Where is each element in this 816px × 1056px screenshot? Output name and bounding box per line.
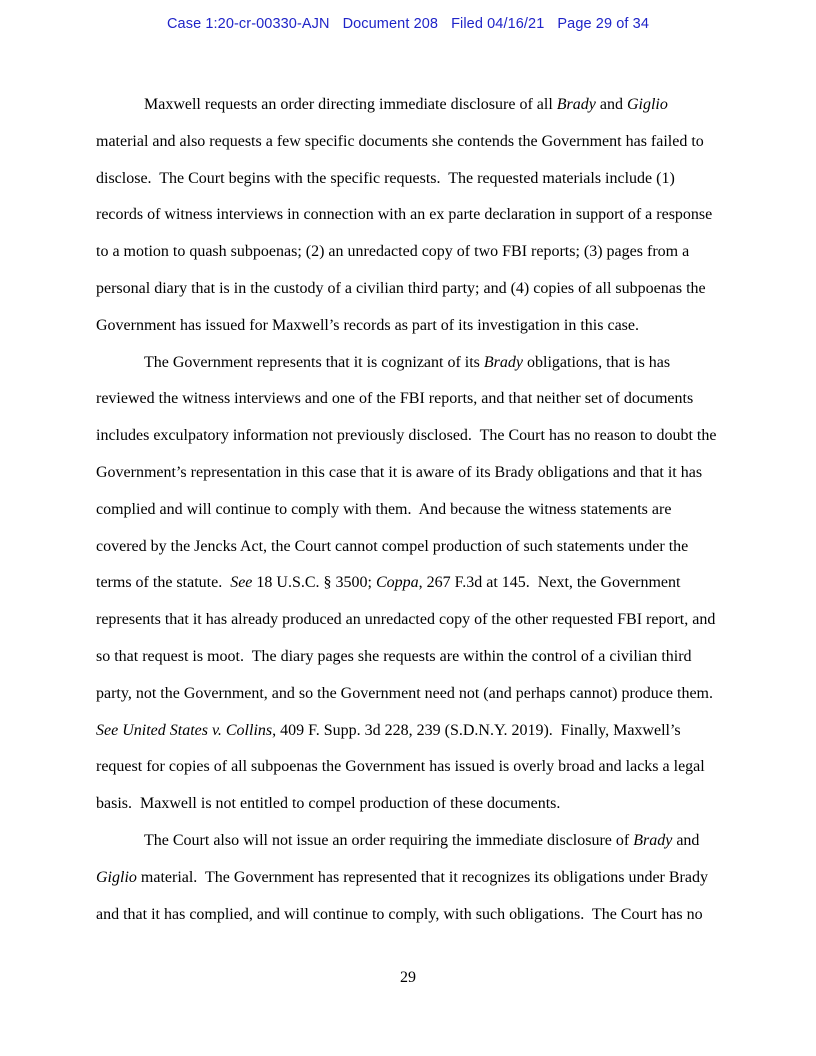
- text-run: Maxwell requests an order directing immediate disclosure of all: [144, 96, 557, 113]
- text-run: 18 U.S.C. § 3500;: [252, 574, 376, 592]
- paragraph: [96, 87, 720, 345]
- case-caption: [0, 16, 816, 32]
- text-run: material and also requests a few specific documents she contends the Government has failed to disclose. The Court begins with the specific requests. The requested materials include (1) records of witness interviews in connection with an ex parte declaration in support of a response to a motion to quash subpoenas; (2) an unredacted copy of two FBI reports; (3) pages from a personal diary that is in the custody of a civilian third party; and (4) copies of all subpoenas the Government has issued for Maxwell’s records as part of its investigation in this case.: [96, 96, 717, 334]
- paragraph: [96, 823, 720, 933]
- text-run: , 409 F. Supp. 3d 228, 239 (S.D.N.Y. 2019). Finally, Maxwell’s request for copies of all subpoenas the Government has issued is overly broad and lacks a legal basis. Maxwell is not entitled to compel production of these documents.: [96, 721, 709, 813]
- paragraph: [96, 345, 720, 823]
- text-run: and: [595, 96, 627, 113]
- document-body: [96, 87, 720, 933]
- text-run: and: [672, 831, 704, 849]
- text-run: material. The Government has represented that it recognizes its obligations under Brady and that it has complied, and will continue to comply, with such obligations. The Court has no: [96, 868, 712, 923]
- italic-text-run: See: [230, 574, 253, 592]
- caption-part: Page 29 of 34: [557, 16, 649, 32]
- italic-text-run: See United States v. Collins: [96, 721, 273, 739]
- caption-part: Filed 04/16/21: [451, 16, 545, 32]
- text-run: The Court also will not issue an order requiring the immediate disclosure of: [144, 831, 634, 849]
- italic-text-run: Brady: [556, 96, 596, 113]
- text-run: The Government represents that it is cognizant of its: [144, 353, 484, 371]
- italic-text-run: Brady: [633, 831, 673, 849]
- text-run: , 267 F.3d at 145. Next, the Government represents that it has already produced an unredacted copy of the other requested FBI report, and so that request is moot. The diary pages she requests are within the control of a civilian third party, not the Government, and so the Government need not (and perhaps cannot) produce them.: [96, 574, 721, 702]
- text-run: obligations, that is has reviewed the witness interviews and one of the FBI reports, and that neither set of documents includes exculpatory information not previously disclosed. The Court has no reason to doubt the Government’s representation in this case that it is aware of its Brady obligations and that it has complied and will continue to comply with them. And because the witness statements are covered by the Jencks Act, the Court cannot compel production of such statements under the terms of the statute.: [96, 353, 721, 592]
- italic-text-run: Giglio: [96, 868, 137, 886]
- italic-text-run: Coppa: [375, 574, 419, 592]
- page-number: 29: [400, 969, 416, 986]
- caption-part: Document 208: [342, 16, 439, 32]
- caption-part: Case 1:20-cr-00330-AJN: [166, 16, 330, 32]
- italic-text-run: Brady: [483, 353, 524, 371]
- italic-text-run: Giglio: [626, 96, 668, 113]
